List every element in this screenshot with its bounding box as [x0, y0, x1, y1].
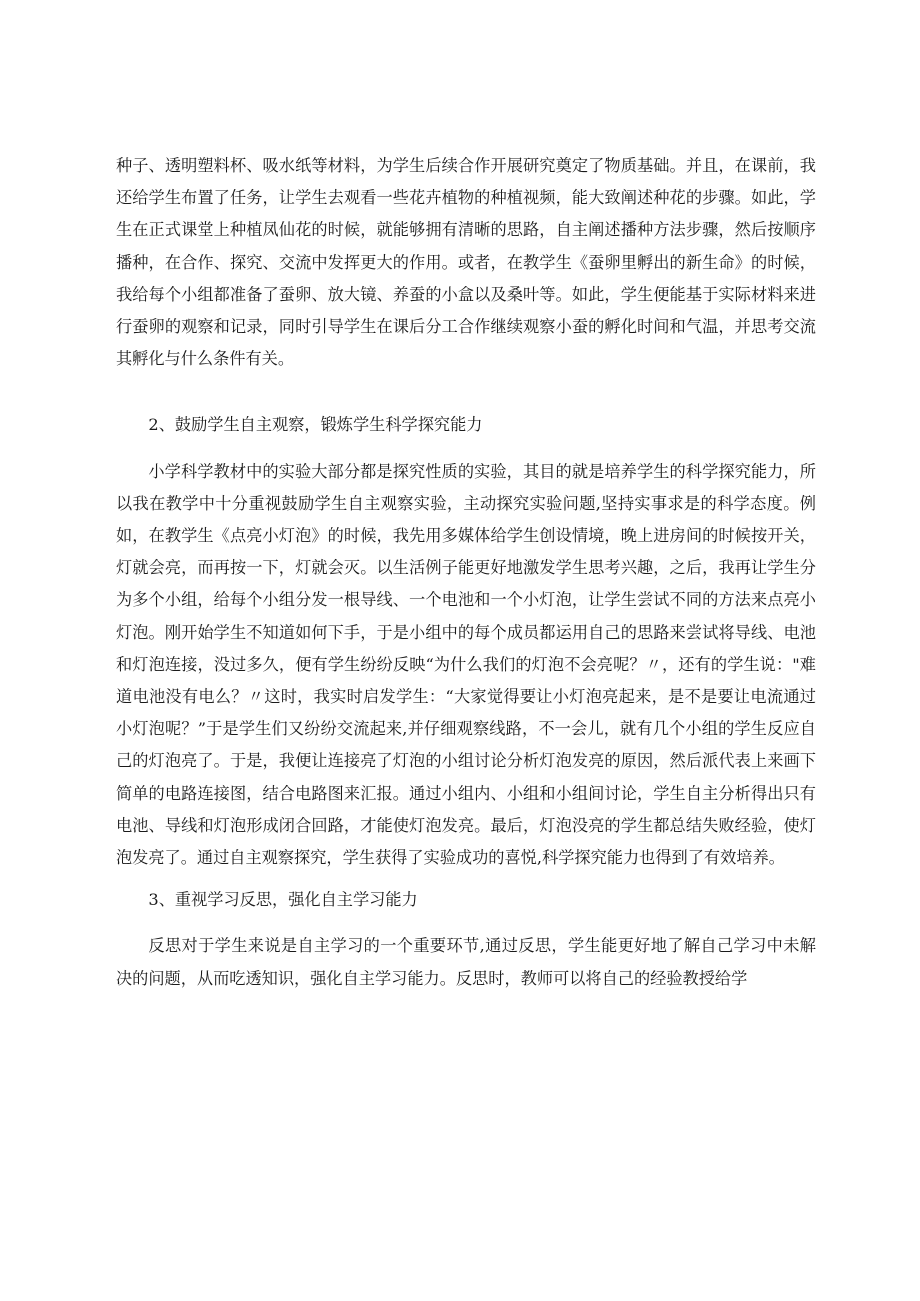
document-body	[116, 150, 816, 995]
section-body-2: 小学科学教材中的实验大部分都是探究性质的实验，其目的就是培养学生的科学探究能力，所以我在教学中十分重视鼓励学生自主观察实验，主动探究实验问题,坚持实事求是的科学态度。例如，在教学生《点亮小灯泡》的时候，我先用多媒体给学生创设情境，晚上进房间的时候按开关，灯就会亮，而再按一下，灯就会灭。以生活例子能更好地激发学生思考兴趣，之后，我再让学生分为多个小组，给每个小组分发一根导线、一个电池和一个小灯泡，让学生尝试不同的方法来点亮小灯泡。刚开始学生不知道如何下手，于是小组中的每个成员都运用自己的思路来尝试将导线、电池和灯泡连接，没过多久，便有学生纷纷反映“为什么我们的灯泡不会亮呢？〃，还有的学生说："难道电池没有电么？〃这时，我实时启发学生：“大家觉得要让小灯泡亮起来，是不是要让电流通过小灯泡呢？”于是学生们又纷纷交流起来,并仔细观察线路，不一会儿，就有几个小组的学生反应自己的灯泡亮了。于是，我便让连接亮了灯泡的小组讨论分析灯泡发亮的原因，然后派代表上来画下简单的电路连接图，结合电路图来汇报。通过小组内、小组和小组间讨论，学生自主分析得出只有电池、导线和灯泡形成闭合回路，才能使灯泡发亮。最后，灯泡没亮的学生都总结失败经验，使灯泡发亮了。通过自主观察探究，学生获得了实验成功的喜悦,科学探究能力也得到了有效培养。	[116, 461, 816, 868]
section-body-3: 反思对于学生来说是自主学习的一个重要环节,通过反思，学生能更好地了解自己学习中未解决的问题，从而吃透知识，强化自主学习能力。反思时，教师可以将自己的经验教授给学	[116, 936, 816, 988]
section-heading-3: 3、重视学习反思，强化自主学习能力	[148, 890, 418, 910]
section-heading-2: 2、鼓励学生自主观察，锻炼学生科学探究能力	[148, 415, 483, 435]
paragraph-intro-continuation: 种子、透明塑料杯、吸水纸等材料，为学生后续合作开展研究奠定了物质基础。并且，在课前，我还给学生布置了任务，让学生去观看一些花卉植物的种植视频，能大致阐述种花的步骤。如此，学生在正式课堂上种植凤仙花的时候，就能够拥有清晰的思路，自主阐述播种方法步骤，然后按顺序播种，在合作、探究、交流中发挥更大的作用。或者，在教学生《蚕卵里孵出的新生命》的时候，我给每个小组都准备了蚕卵、放大镜、养蚕的小盒以及桑叶等。如此，学生便能基于实际材料来进行蚕卵的观察和记录，同时引导学生在课后分工合作继续观察小蚕的孵化时间和气温，并思考交流其孵化与什么条件有关。	[116, 156, 816, 369]
